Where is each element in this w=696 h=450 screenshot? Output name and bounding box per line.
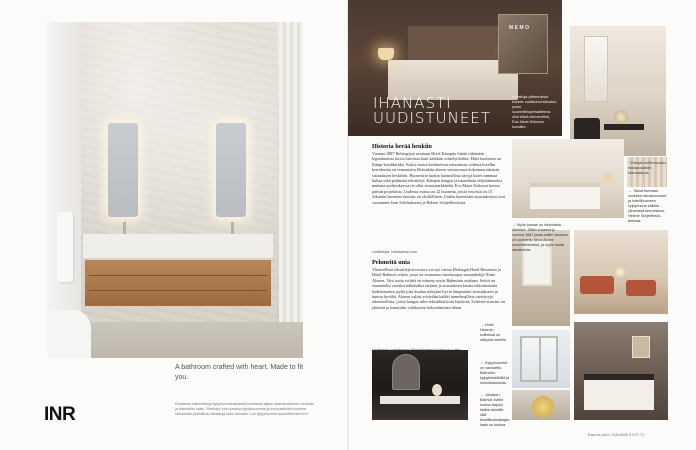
caption-mylly: →Myös kamari on historiasta lähtöisin. Sillan kuvassa jo vuonna 1887 jossa sviitin sisustus oli uudistettu Niina Alosen suunnittelemana, ja myös muita sisustuksia.: [512, 222, 568, 252]
red-sofa: [580, 276, 614, 294]
lamp-left: [378, 48, 394, 60]
ad-bathroom-photo: [47, 22, 303, 358]
flowers: [614, 110, 628, 124]
mirror-left: [107, 122, 139, 218]
photo-tableware: [512, 390, 570, 420]
lamp: [602, 173, 614, 183]
painting: [498, 14, 548, 74]
title-line-1: IHANASTI: [373, 94, 452, 112]
photo-suite-bedroom: [574, 322, 668, 420]
sink: [380, 396, 460, 404]
page-folio: Kaunis koti / KAUNIS KOTI 71: [588, 433, 645, 437]
flowers: [614, 266, 626, 278]
photo-lobby: [570, 26, 666, 156]
ad-fine-print: Ruotsissa valmistettuja kylpyhuonekalusteita kohtaavat ajaton skandinaavinen muotoilu ja tinkimätön laatu. Yhteistyö Inrin kanssa kylpyhuoneista ja innovaatioihin luomme sielukkaita yksilöllisiä ratkaisuja koko tarinaan. Lue kylpyhuonesi suunnitelmasi inr.fi: [175, 402, 315, 416]
section-body-history: Vuonna 1887 Helsingissä avattuun Hotel Kämpiin liittää vähintään legendaarisia kuvia historiaa kuin kaikkiin esittelytiloihin. Ehkä kuuluisin on Kämp-katolikirkko. Kaksi vuotta kestäneessä remontissa viidestä hotellin kerroksesta on remontoitu Helsinkiin alueen vierasosasta kokonaan takaisin sisustuksen keskiöön. Huoneisiin tuotiin luonnollisia sävyjä kuten tummaa kultaa sekä pehmeitä tekstiilejä. Kämpin hengen ja tunnelman säilyttämiseksi mukana uudistuksessa on ollut sisustusarkkitehti Eva-Marie Eriksson kertoo päivän projektista. Uudessa osassa on 22 huonetta, joista erityistä on 15. Jokaisen huoneen sisustus on yksilöllinen. Uuden huoneiden sisustuksessa ovat vastanneet Jean Sibeliuksesta ja Helene Schjerfbeckistä.: [372, 151, 505, 205]
window-light: [47, 22, 81, 358]
photo-guest-room: [512, 139, 624, 218]
source-history: Lisätietoja: hotelkamp.com: [372, 250, 417, 254]
caption-bathroom: ←Kylpyhuoneet on varustettu Balmuirin kylpytekstiileillä ja huonekalustolla.: [480, 360, 510, 385]
mirror-right: [215, 122, 247, 218]
hero-caption: Kuvattuja yläkerroksia koskee uudistunut sisustus, jonka suunnitteluperiaatteena ollut elävä elementtinä, Eva-Marie Eriksson kuvailee.: [512, 95, 558, 129]
caption-tableware: →Jokaisen Balmuir-sviitin kuuluu tarjoilu lisäksi tekstiilit, sillä tekstiilivalmistajan laatu on korkea.: [480, 392, 510, 427]
caption-haven: →Hotel Havenin sviiteissä on näkymä merelle.: [480, 322, 508, 342]
ad-tagline: A bathroom crafted with heart. Made to fit you.: [175, 364, 304, 381]
wood-vanity: [85, 260, 271, 306]
towel: [57, 212, 73, 282]
artwork: [632, 336, 650, 358]
section-heading-history: Historia herää henkiin: [372, 143, 432, 150]
arrow-icon: →: [480, 392, 484, 397]
arrow-icon: →: [512, 222, 516, 227]
arrow-icon: →: [480, 322, 484, 327]
window-frame: [520, 336, 558, 382]
vanity-countertop: [83, 234, 273, 260]
arrow-icon: ↑: [628, 160, 630, 165]
photo-bathroom: [372, 350, 468, 420]
article-title: [373, 96, 491, 126]
photo-sea-window: [512, 330, 570, 388]
bed: [584, 374, 654, 410]
arrow-icon: ←: [480, 360, 484, 365]
title-line-2: UUDISTUNEET: [373, 109, 491, 127]
window: [584, 36, 608, 102]
brand-logo: INR: [44, 404, 76, 425]
mirror: [392, 354, 420, 390]
curtain: [279, 22, 303, 358]
photo-lounge: [574, 230, 668, 314]
bed: [530, 183, 600, 209]
memo-label: MEMO: [509, 25, 531, 31]
flowers: [432, 384, 442, 396]
section-heading-dreams: Pehmeitä unia: [372, 259, 410, 266]
vase: [532, 396, 554, 418]
section-body-dreams: Yhteisöllistä tekstiilejä arvostava voi nyt varata Helsingin Hotel Havennin ja Hotel Balmuir sviitin, jossa on sisustamo sisustusopas suunnittelija Niina Alonen. Viisi uutta sviittiä on nimetty myös Balmuirin mukaan. Sviitti on suunniteltu varoiksi nähtäväksi tarkasti ja sisustuksen kautta erikoistunutta kodinomaista tyyliä joka kuuluu nykyään hyvin lämpimästi sisustukseen ja tuntuu hyvältä. Alonen valitsi sviiteihin kaikki tunnelmallisia värisävyjä rakenteellisia, joissa kangas tulee tekstiilinä kuin käytössä. Sviittien sisustus on yhteistä ja kauniiden valokuvien kehystäminen tilaan.: [372, 267, 505, 310]
caption-kamp-room: ←Tässä teemaan sovitetut vierashuoneet ja hotellihuoneen kylpyhuone kaikilla ylimmissä kerroksissa, Helene Schjerfbeck-teemaa.: [628, 188, 666, 223]
caption-lobby: ↑Kämpin sviitin kuuluu mukavuuksien kokonaisuus.: [628, 160, 666, 175]
toilet: [47, 310, 91, 358]
table: [604, 124, 644, 130]
headboard: [408, 26, 498, 62]
arrow-icon: ←: [628, 188, 632, 193]
red-sofa: [626, 280, 656, 296]
